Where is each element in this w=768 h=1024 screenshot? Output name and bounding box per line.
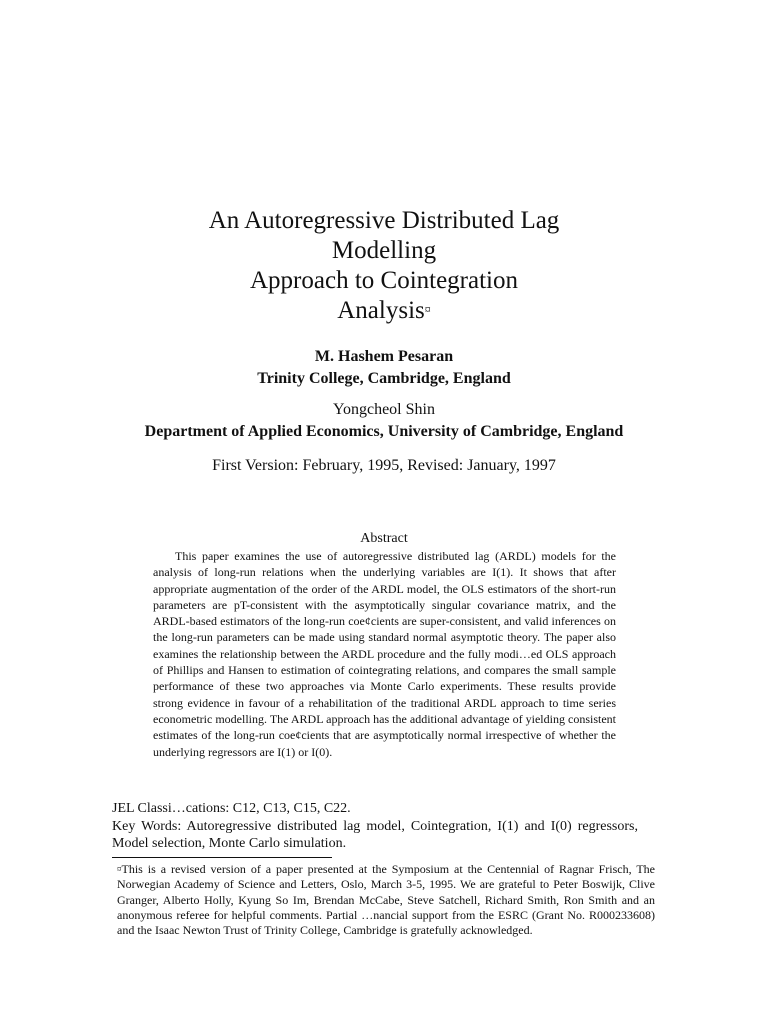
title-line-4-text: Analysis [337, 297, 425, 324]
paper-title [120, 206, 648, 326]
footnote-divider [112, 857, 332, 858]
footnote-text: This is a revised version of a paper presented at the Symposium at the Centennial of Ragnar Frisch, The Norwegian Academy of Science and Letters, Oslo, March 3-5, 1995. We are grateful to Peter Boswijk, Clive Granger, Alberto Holly, Kyung So Im, Brendan McCabe, Steve Satchell, Richard Smith, Ron Smith and an anonymous referee for helpful comments. Partial …nancial support from the ESRC (Grant No. R000233608) and the Isaac Newton Trust of Trinity College, Cambridge is gratefully acknowledged. [117, 862, 655, 938]
abstract-heading: Abstract [360, 531, 408, 546]
title-line-3: Approach to Cointegration [250, 267, 518, 294]
version-dates: First Version: February, 1995, Revised: January, 1997 [212, 457, 556, 474]
author-2-name: Yongcheol Shin [333, 401, 435, 418]
footnote [117, 862, 655, 938]
title-line-4 [120, 296, 648, 326]
abstract-text: This paper examines the use of autoregressive distributed lag (ARDL) models for the analysis of long-run relations when the underlying variables are I(1). It shows that after appropriate augmentation of the order of the ARDL model, the OLS estimators of the short-run parameters are pT-consistent with the asymptotically singular covariance matrix, and the ARDL-based estimators of the long-run coe¢cients are super-consistent, and valid inferences on the long-run parameters can be made using standard normal asymptotic theory. The paper also examines the relationship between the ARDL procedure and the fully modi…ed OLS approach of Phillips and Hansen to estimation of cointegrating relations, and compares the small sample performance of these two approaches via Monte Carlo experiments. These results provide strong evidence in favour of a rehabilitation of the traditional ARDL approach to time series econometric modelling. The ARDL approach has the additional advantage of yielding consistent estimates of the long-run coe¢cients that are asymptotically normal irrespective of whether the underlying regressors are I(1) or I(0). [153, 549, 616, 759]
footnote-mark: ¤ [117, 864, 122, 874]
title-line-2: Modelling [331, 237, 437, 264]
key-words: Key Words: Autoregressive distributed lag model, Cointegration, I(1) and I(0) regressors, Model selection, Monte Carlo simulation. [112, 819, 638, 851]
title-line-1: An Autoregressive Distributed Lag [208, 207, 560, 234]
author-2-affiliation: Department of Applied Economics, University of Cambridge, England [144, 423, 624, 440]
author-1-affiliation: Trinity College, Cambridge, England [257, 370, 511, 387]
jel-classifications: JEL Classi…cations: C12, C13, C15, C22. [112, 801, 351, 816]
title-footnote-mark: ¤ [424, 302, 431, 316]
author-1-name: M. Hashem Pesaran [314, 348, 454, 365]
